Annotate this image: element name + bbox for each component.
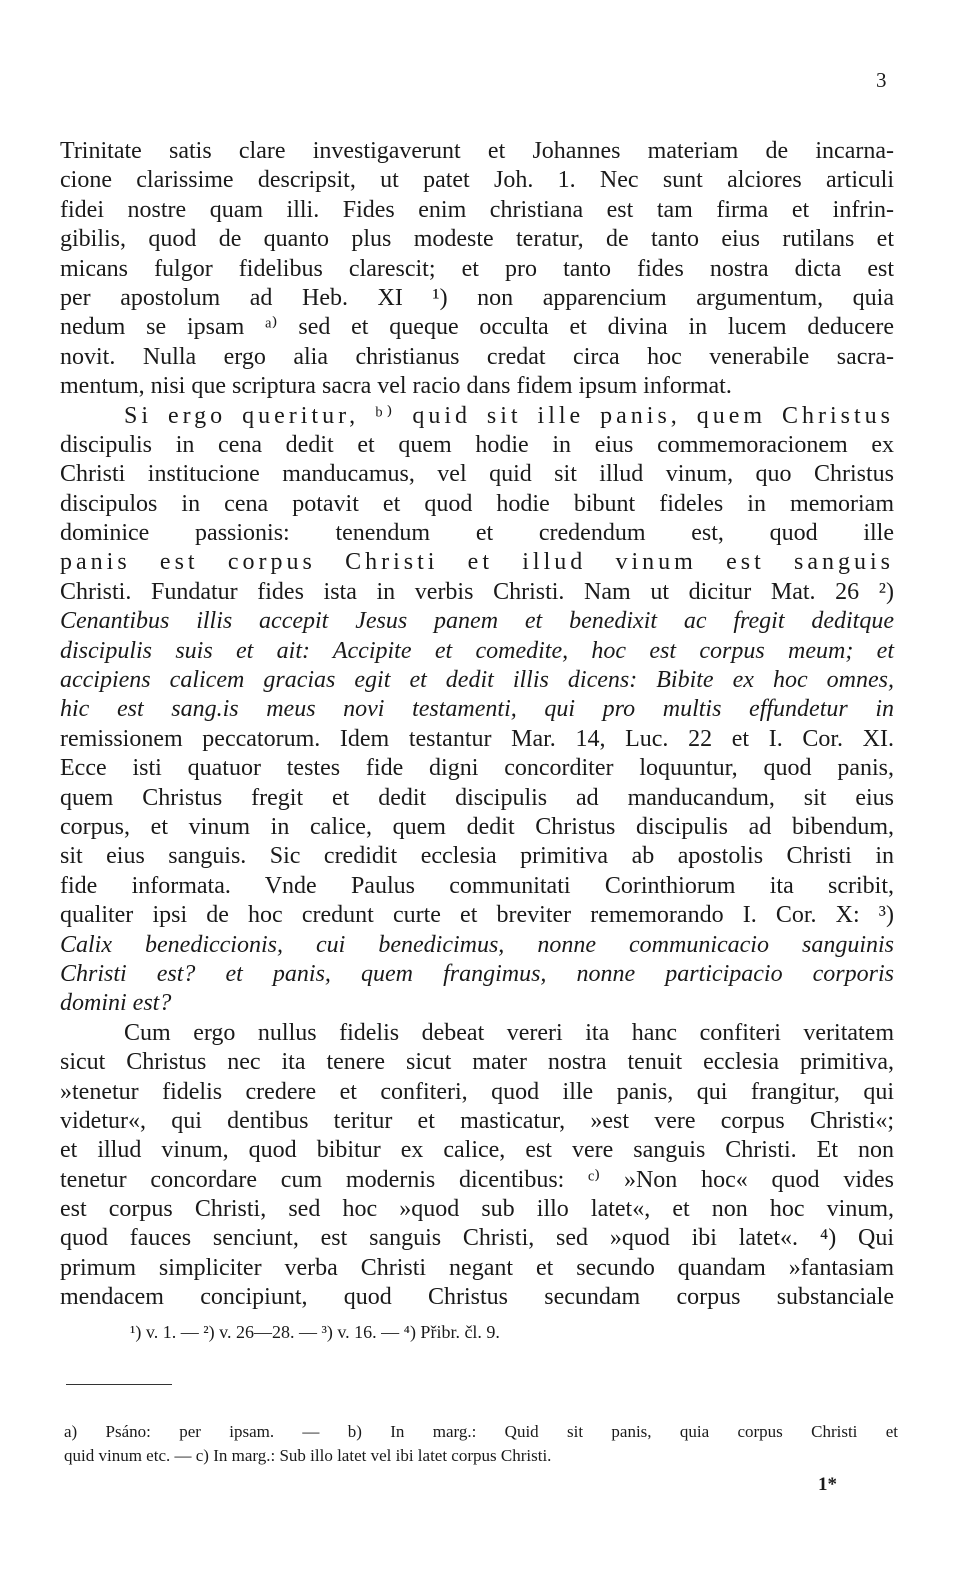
text-line: sit eius sanguis. Sic credidit ecclesia primitiva ab apostolis Christi in xyxy=(60,843,894,870)
text-line: sicut Christus nec ita tenere sicut mater nostra tenuit ecclesia primitiva, xyxy=(60,1049,894,1076)
text-line: fide informata. Vnde Paulus communitati Corinthiorum ita scribit, xyxy=(60,872,894,899)
text-line: Calix benediccionis, cui benedicimus, nonne communicacio sanguinis xyxy=(60,931,894,958)
text-line: accipiens calicem gracias egit et dedit illis dicens: Bibite ex hoc omnes, xyxy=(60,667,894,694)
text-line: Christi institucione manducamus, vel quid sit illud vinum, quo Christus xyxy=(60,461,894,488)
text-line: micans fulgor fidelibus clarescit; et pro tanto fides nostra dicta est xyxy=(60,255,894,282)
text-line: discipulos in cena potavit et quod hodie bibunt fideles in memoriam xyxy=(60,490,894,517)
text-line: per apostolum ad Heb. XI ¹) non apparencium argumentum, quia xyxy=(60,284,894,311)
text-line: Trinitate satis clare investigaverunt et Johannes materiam de incarna- xyxy=(60,138,894,164)
text-line: nedum se ipsam ᵃ⁾ sed et queque occulta et divina in lucem deducere xyxy=(60,314,894,341)
printer-signature: 1* xyxy=(818,1474,837,1495)
text-line: Christi est? et panis, quem frangimus, nonne participacio corporis xyxy=(60,960,894,987)
apparatus-line: quid vinum etc. — c) In marg.: Sub illo latet vel ibi latet corpus Christi. xyxy=(64,1446,552,1465)
text-line: discipulis in cena dedit et quem hodie in eius commemoracionem ex xyxy=(60,431,894,458)
text-line: quod fauces senciunt, est sanguis Christi, sed »quod ibi latet«. ⁴) Qui xyxy=(60,1225,894,1252)
text-line: Si ergo queritur, ᵇ⁾ quid sit ille panis, quem Christus xyxy=(124,402,894,429)
text-line: et illud vinum, quod bibitur ex calice, est vere sanguis Christi. Et non xyxy=(60,1137,894,1164)
text-line: panis est corpus Christi et illud vinum est sanguis xyxy=(60,549,894,576)
text-line: discipulis suis et ait: Accipite et comedite, hoc est corpus meum; et xyxy=(60,637,894,664)
body-text xyxy=(60,137,894,1313)
page-number: 3 xyxy=(876,68,887,92)
apparatus-divider xyxy=(66,1384,172,1385)
text-line: cione clarissime descripsit, ut patet Joh. 1. Nec sunt alciores articuli xyxy=(60,167,894,194)
text-line: qualiter ipsi de hoc credunt curte et breviter rememorando I. Cor. X: ³) xyxy=(60,902,894,929)
text-line: fidei nostre quam illi. Fides enim christiana est tam firma et infrin- xyxy=(60,196,894,223)
text-line: quem Christus fregit et dedit discipulis ad manducandum, sit eius xyxy=(60,784,894,811)
text-line: Christi. Fundatur fides ista in verbis Christi. Nam ut dicitur Mat. 26 ²) xyxy=(60,578,894,605)
text-line: Ecce isti quatuor testes fide digni concorditer loquuntur, quod panis, xyxy=(60,755,894,782)
text-line: mentum, nisi que scriptura sacra vel racio dans fidem ipsum informat. xyxy=(60,373,732,400)
text-line: videtur«, qui dentibus teritur et masticatur, »est vere corpus Christi«; xyxy=(60,1107,894,1134)
text-line: est corpus Christi, sed hoc »quod sub illo latet«, et non hoc vinum, xyxy=(60,1196,894,1223)
footnotes: ¹) v. 1. — ²) v. 26—28. — ³) v. 16. — ⁴) Přibr. čl. 9. xyxy=(130,1322,500,1342)
text-line: gibilis, quod de quanto plus modeste teratur, de tanto eius rutilans et xyxy=(60,226,894,253)
text-line: primum simpliciter verba Christi negant et secundo quandam »fantasiam xyxy=(60,1254,894,1281)
text-line: novit. Nulla ergo alia christianus credat circa hoc venerabile sacra- xyxy=(60,343,894,370)
critical-apparatus xyxy=(64,1420,898,1468)
text-line: Cenantibus illis accepit Jesus panem et benedixit ac fregit deditque xyxy=(60,608,894,635)
text-line: tenetur concordare cum modernis dicentibus: ᶜ⁾ »Non hoc« quod vides xyxy=(60,1166,894,1193)
text-line: mendacem concipiunt, quod Christus secundam corpus substanciale xyxy=(60,1284,894,1311)
text-line: hic est sang.is meus novi testamenti, qui pro multis effundetur in xyxy=(60,696,894,723)
text-line: corpus, et vinum in calice, quem dedit Christus discipulis ad bibendum, xyxy=(60,813,894,840)
text-line: dominice passionis: tenendum et credendum est, quod ille xyxy=(60,520,894,547)
text-line: Cum ergo nullus fidelis debeat vereri ita hanc confiteri veritatem xyxy=(124,1019,894,1046)
apparatus-line: a) Psáno: per ipsam. — b) In marg.: Quid sit panis, quia corpus Christi et xyxy=(64,1422,898,1441)
text-line: »tenetur fidelis credere et confiteri, quod ille panis, qui frangitur, qui xyxy=(60,1078,894,1105)
text-line: remissionem peccatorum. Idem testantur Mar. 14, Luc. 22 et I. Cor. XI. xyxy=(60,725,894,752)
text-line: domini est? xyxy=(60,990,172,1017)
